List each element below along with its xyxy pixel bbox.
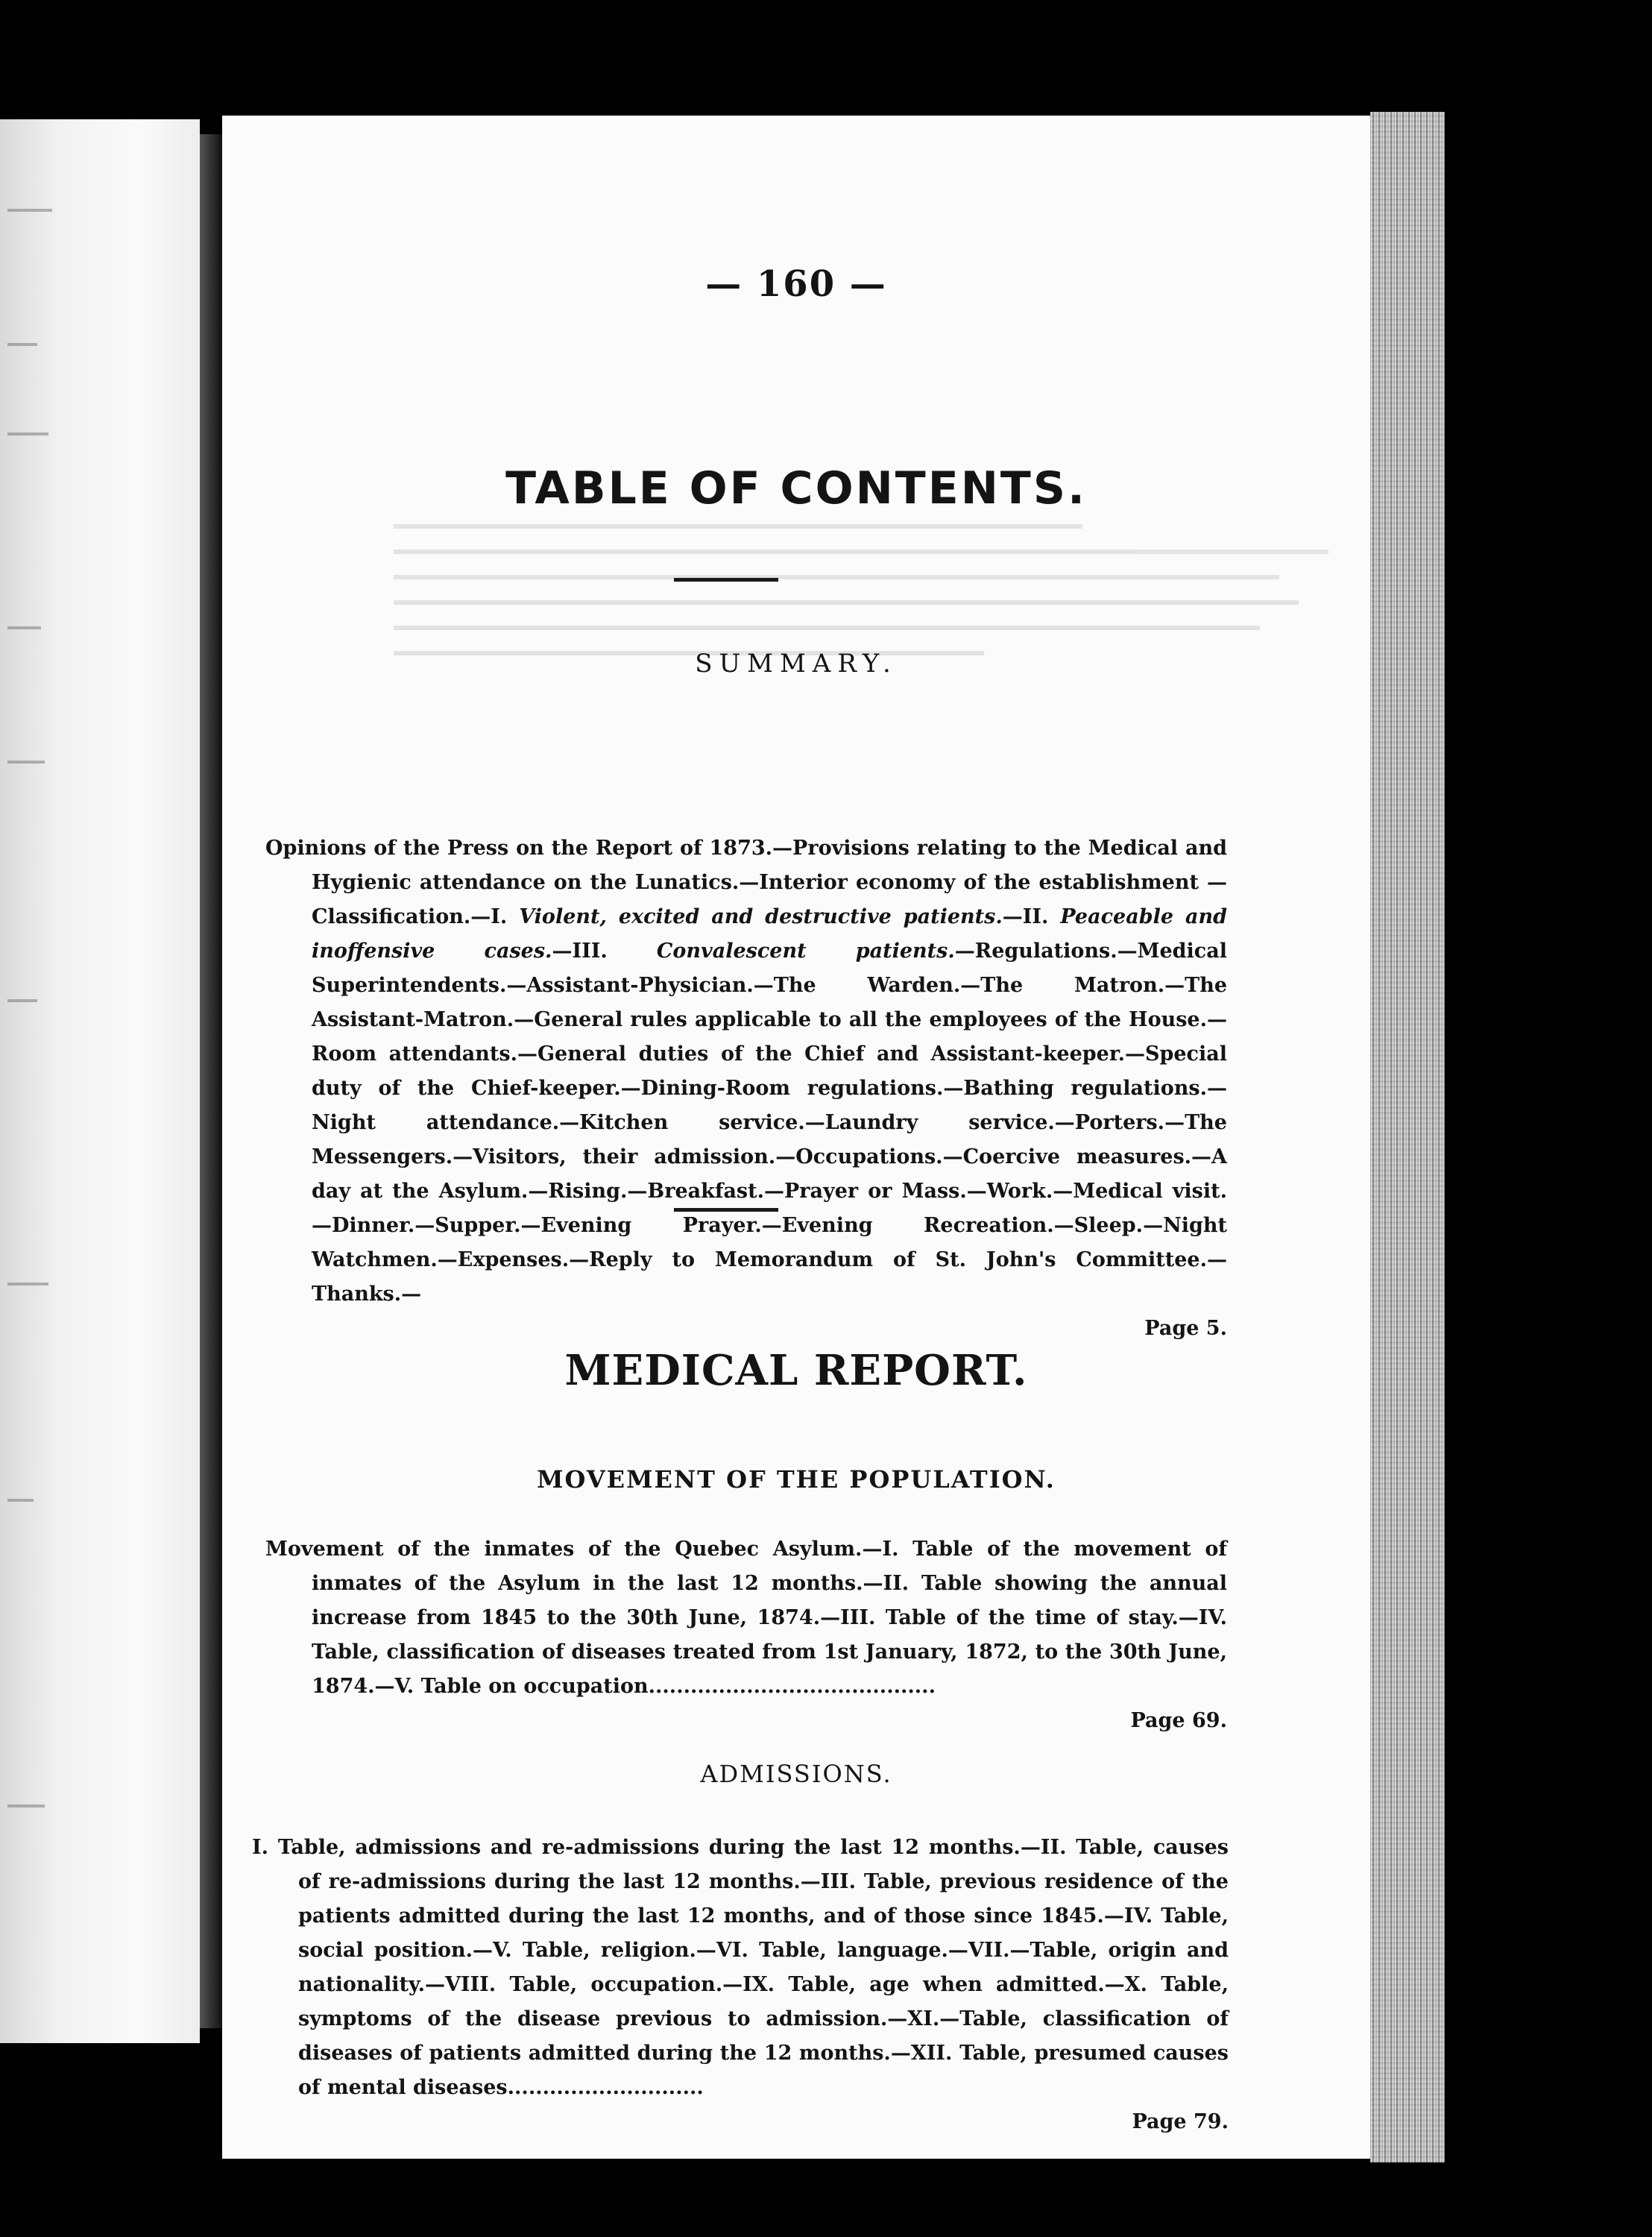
admissions-heading: ADMISSIONS. bbox=[700, 1760, 892, 1788]
summary-heading: SUMMARY. bbox=[695, 649, 898, 679]
movement-page-ref: Page 69. bbox=[1130, 1709, 1227, 1732]
movement-text: Movement of the inmates of the Quebec Asylum.—I. Table of the movement of inmates of the Asylum in the last 12 months.—II. Table showing the annual increase from 1845 to the 30th June, 1874.—III. Table of the time of stay.—IV. Table, classification of diseases treated from 1st January, 1872, to the 30th June, 1874.—V. Table on occupation......................................... Page 69. bbox=[265, 1532, 1227, 1738]
admissions-page-ref: Page 79. bbox=[1132, 2110, 1229, 2133]
title-rule bbox=[674, 578, 778, 582]
page-number: — 160 — bbox=[705, 263, 887, 305]
admissions-text: I. Table, admissions and re-admissions during the last 12 months.—II. Table, causes of re-admissions during the last 12 months.—III. Table, previous residence of the patients admitted during the last 12 months, and of those since 1845.—IV. Table, social position.—V. Table, religion.—VI. Table, language.—VII.—Table, origin and nationality.—VIII. Table, occupation.—IX. Table, age when admitted.—X. Table, symptoms of the disease previous to admission.—XI.—Table, classification of diseases of patients admitted during the 12 months.—XII. Table, presumed causes of mental diseases............................ Page 79. bbox=[252, 1831, 1229, 2139]
movement-heading: MOVEMENT OF THE POPULATION. bbox=[537, 1465, 1056, 1494]
section-rule bbox=[674, 1208, 778, 1212]
medical-report-heading: MEDICAL REPORT. bbox=[564, 1346, 1028, 1395]
document-page bbox=[222, 116, 1370, 2159]
page-edges bbox=[1370, 112, 1445, 2162]
summary-page-ref: Page 5. bbox=[1144, 1317, 1227, 1340]
summary-text: Opinions of the Press on the Report of 1873.—Provisions relating to the Medical and Hygienic attendance on the Lunatics.—Interior economy of the establishment —Classification.—I. Violent, excited and destructive patients.—II. Peaceable and inoffensive cases.—III. Convalescent patients.—Regulations.—Medical Superintendents.—Assistant-Physician.—The Warden.—The Matron.—The Assistant-Matron.—General rules applicable to all the employees of the House.—Room attendants.—General duties of the Chief and Assistant-keeper.—Special duty of the Chief-keeper.—Dining-Room regulations.—Bathing regulations.—Night attendance.—Kitchen service.—Laundry service.—Porters.—The Messengers.—Visitors, their admission.—Occupations.—Coercive measures.—A day at the Asylum.—Rising.—Breakfast.—Prayer or Mass.—Work.—Medical visit.—Dinner.—Supper.—Evening Prayer.—Evening Recreation.—Sleep.—Night Watchmen.—Expenses.—Reply to Memorandum of St. John's Committee.—Thanks.— Page 5. bbox=[265, 831, 1227, 1346]
previous-page-edge bbox=[0, 119, 200, 2043]
page-title: TABLE OF CONTENTS. bbox=[505, 462, 1087, 515]
